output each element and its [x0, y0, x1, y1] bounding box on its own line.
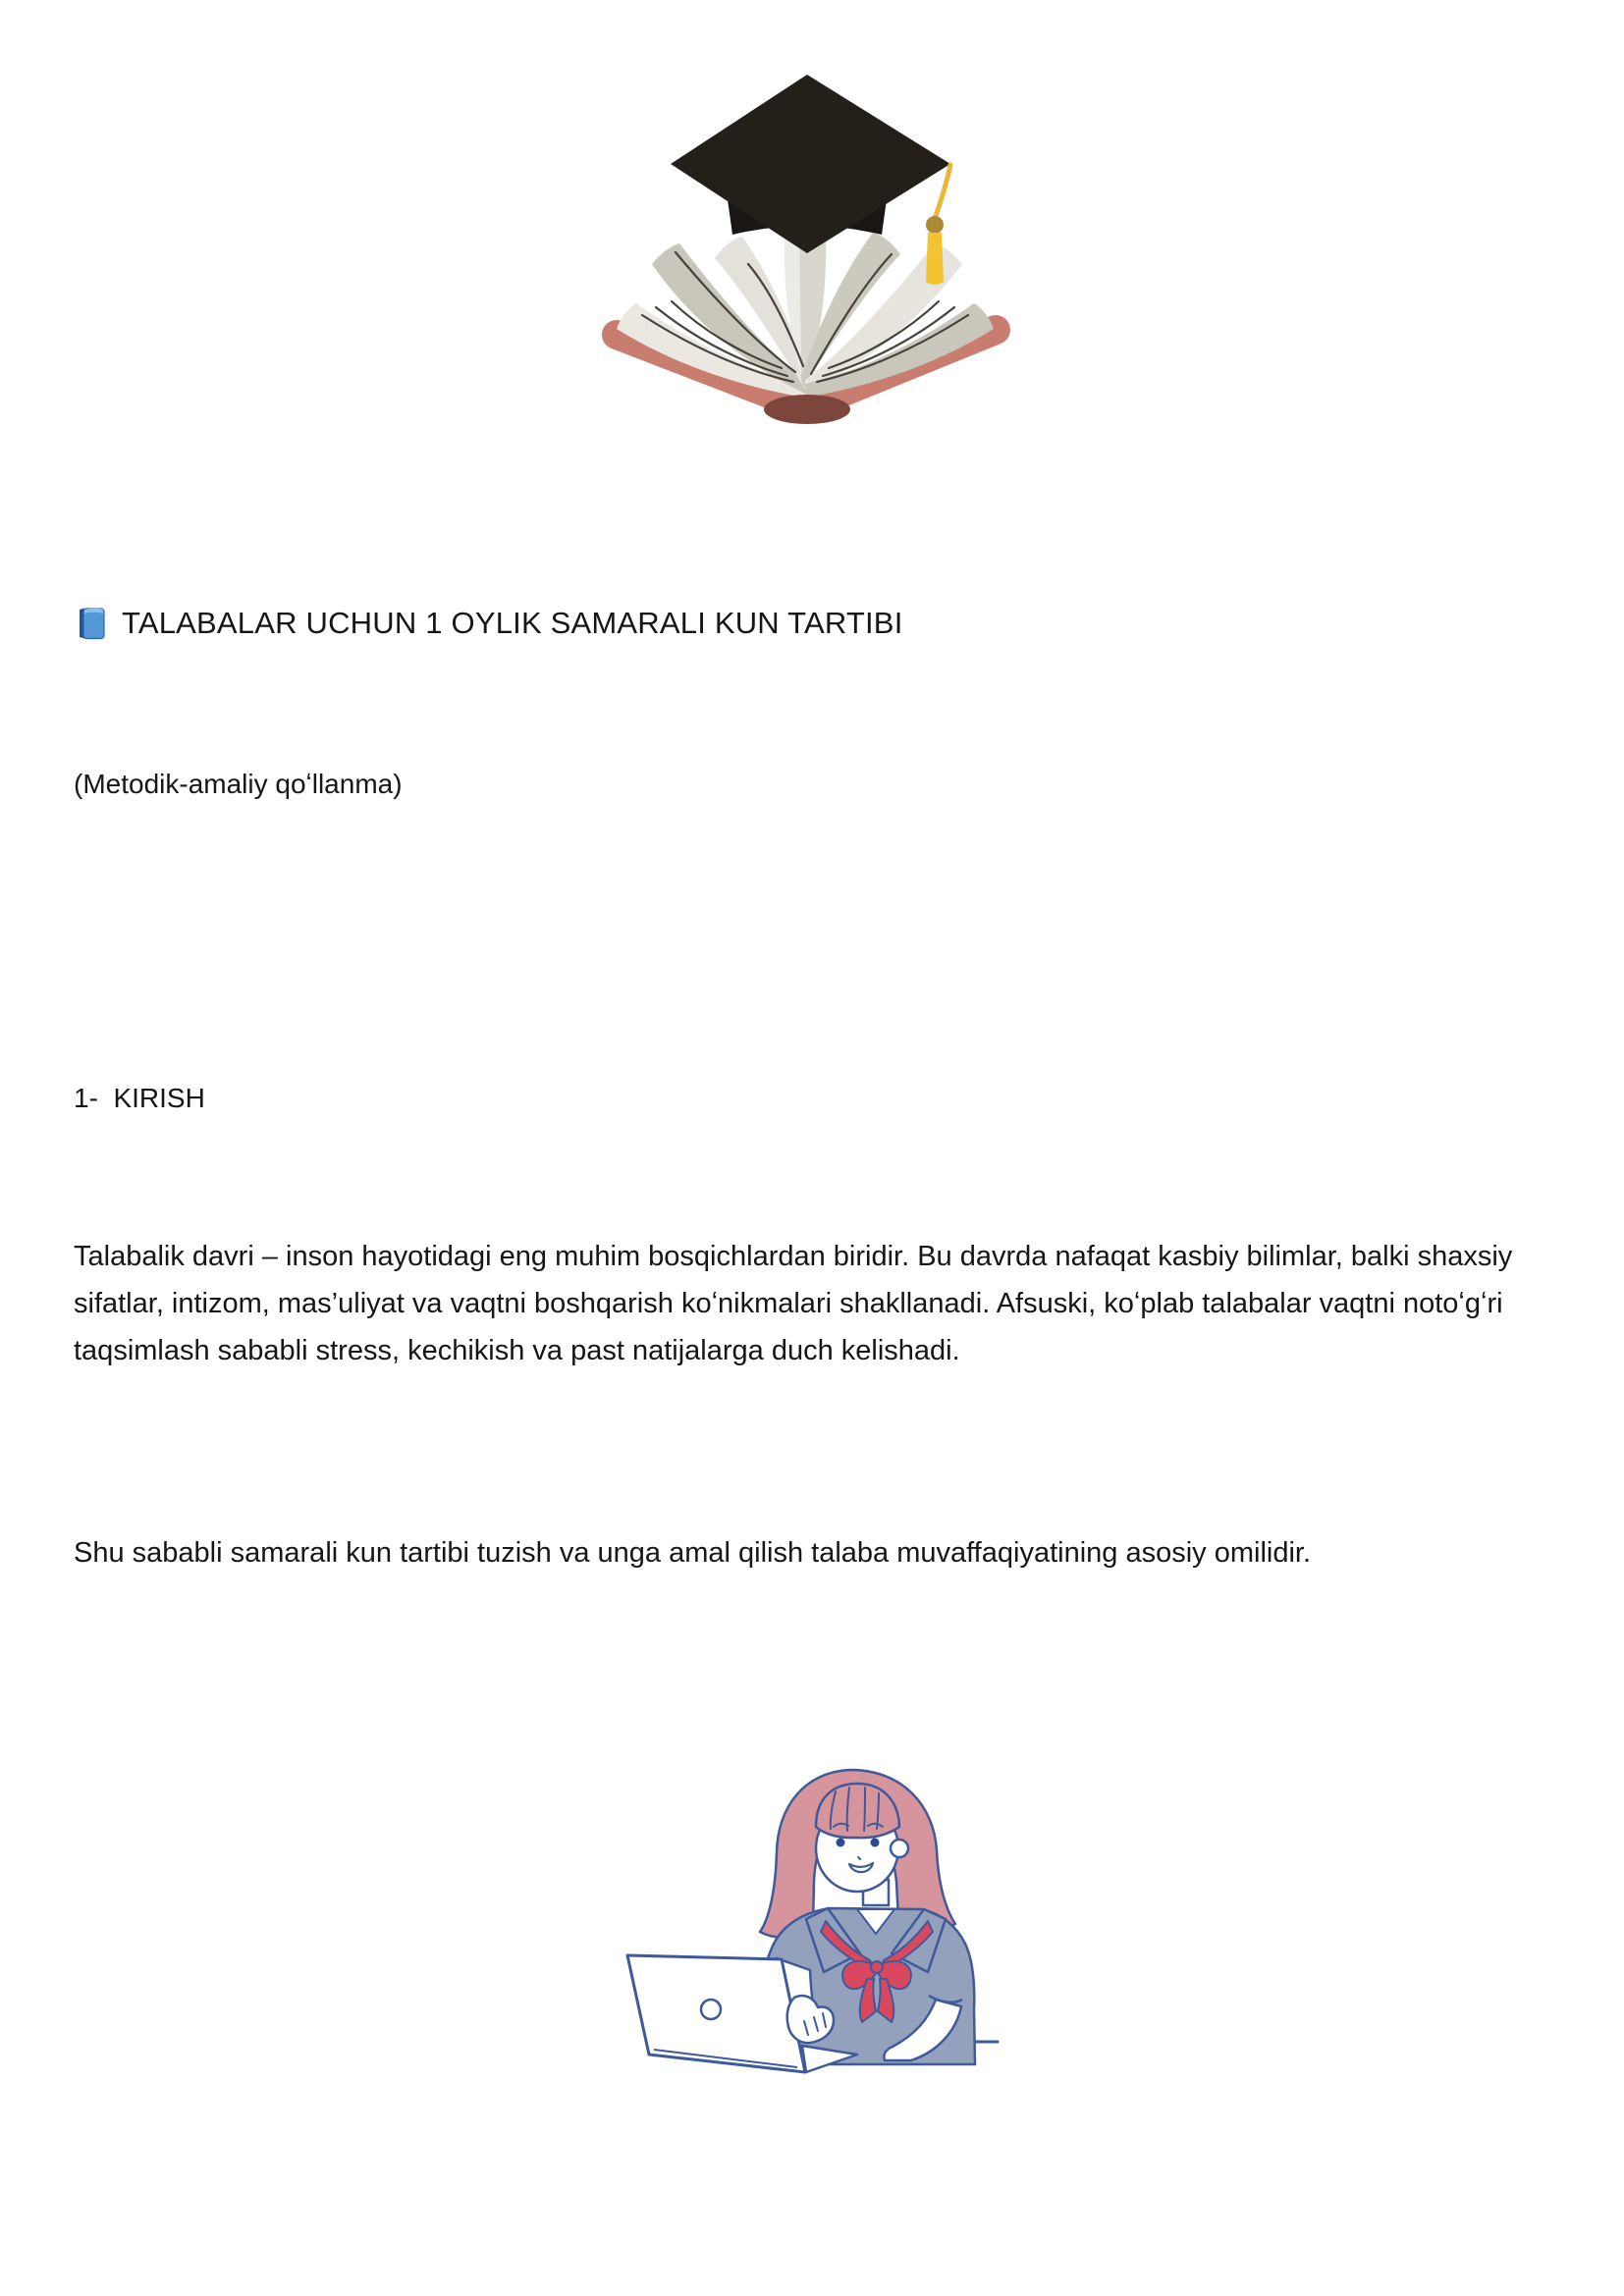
- paragraph-conclusion: Shu sababli samarali kun tartibi tuzish va unga amal qilish talaba muvaffaqiyatining asosiy omilidir.: [74, 1537, 1312, 1569]
- section-heading-kirish: 1- KIRISH: [74, 1083, 205, 1113]
- graduation-cap-book-icon: [601, 72, 1031, 427]
- student-laptop-illustration: [622, 1764, 1000, 2080]
- graduation-cap-book-illustration: [601, 72, 1031, 427]
- paragraph-intro: Talabalik davri – inson hayotidagi eng muhim bosqichlardan biridir. Bu davrda nafaqat kasbiy bilimlar, balki shaxsiy sifatlar, intizom, mas’uliyat va vaqtni boshqarish koʻnikmalari shakllanadi. Afsuski, koʻplab talabalar vaqtni notoʻgʻri taqsimlash sababli stress, kechikish va past natijalarga duch kelishadi.: [74, 1241, 1513, 1366]
- subtitle: (Metodik-amaliy qoʻllanma): [74, 769, 403, 799]
- page-title: [74, 605, 903, 642]
- blue-book-icon: [74, 605, 109, 642]
- student-laptop-icon: [622, 1764, 1000, 2080]
- page-title-text: TALABALAR UCHUN 1 OYLIK SAMARALI KUN TARTIBI: [122, 606, 903, 640]
